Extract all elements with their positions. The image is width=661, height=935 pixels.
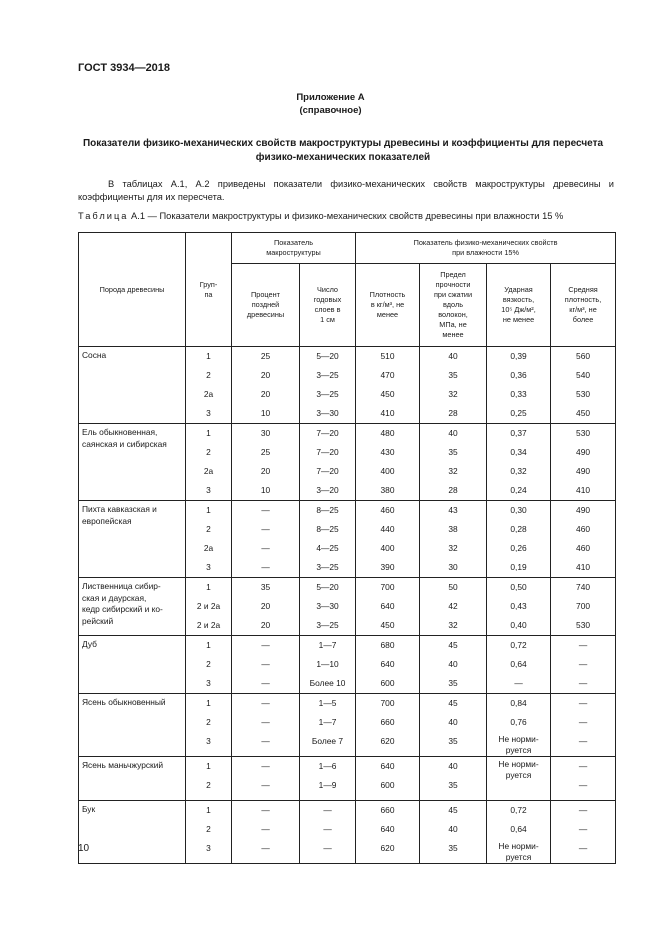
header-species: Порода древесины bbox=[79, 233, 186, 347]
cell-line: 20 bbox=[260, 620, 271, 630]
cell-rings bbox=[300, 578, 356, 636]
cell-line: 30 bbox=[260, 428, 271, 438]
cell-line: 45 bbox=[448, 805, 458, 815]
cell-line: — bbox=[261, 761, 270, 771]
cell-group bbox=[186, 801, 232, 864]
cell-line: Более 7 bbox=[311, 736, 344, 746]
cell-line: 2 bbox=[206, 447, 211, 457]
cell-species bbox=[79, 347, 186, 424]
cell-rings bbox=[300, 424, 356, 501]
species-name: Бук bbox=[82, 804, 96, 814]
cell-line: 3 bbox=[206, 562, 211, 572]
cell-rings bbox=[300, 636, 356, 694]
cell-line: 4—25 bbox=[316, 543, 339, 553]
cell-line: 2 bbox=[206, 824, 211, 834]
cell-group bbox=[186, 501, 232, 578]
cell-line: — bbox=[323, 824, 332, 834]
cell-line: 3—25 bbox=[316, 620, 339, 630]
cell-line: 35 bbox=[448, 736, 458, 746]
cell-density bbox=[356, 757, 420, 801]
cell-line: 1 bbox=[206, 428, 211, 438]
cell-line: 35 bbox=[260, 582, 271, 592]
cell-impact bbox=[487, 578, 551, 636]
cell-line: 660 bbox=[380, 717, 395, 727]
header-impact: Ударная вязкость, 10⁵ Дж/м², не менее bbox=[487, 264, 551, 347]
cell-line: 1 bbox=[206, 698, 211, 708]
table-row bbox=[79, 757, 616, 801]
cell-line: 3 bbox=[206, 843, 211, 853]
cell-avg-density bbox=[551, 636, 616, 694]
cell-line: 5—20 bbox=[316, 582, 339, 592]
cell-line: Не норми- руется bbox=[498, 734, 539, 755]
cell-line: — bbox=[323, 805, 332, 815]
cell-line: 460 bbox=[576, 543, 591, 553]
cell-late-wood bbox=[232, 636, 300, 694]
cell-line: — bbox=[261, 843, 270, 853]
cell-line: 0,43 bbox=[510, 601, 527, 611]
cell-late-wood bbox=[232, 757, 300, 801]
cell-line: 0,30 bbox=[510, 505, 527, 515]
cell-late-wood bbox=[232, 578, 300, 636]
cell-line: 0,34 bbox=[510, 447, 527, 457]
cell-line: 0,33 bbox=[510, 389, 527, 399]
cell-line: — bbox=[578, 780, 588, 790]
cell-line: 0,28 bbox=[510, 524, 527, 534]
cell-line: 460 bbox=[576, 524, 591, 534]
cell-line: 0,25 bbox=[510, 408, 527, 418]
cell-line: 1—10 bbox=[316, 659, 339, 669]
cell-line: 490 bbox=[576, 505, 591, 515]
table-row bbox=[79, 636, 616, 694]
species-name: Ясень маньчжурский bbox=[82, 760, 164, 770]
cell-impact bbox=[487, 636, 551, 694]
cell-line: — bbox=[261, 736, 270, 746]
cell-line: 740 bbox=[576, 582, 591, 592]
cell-line: 490 bbox=[576, 447, 591, 457]
cell-line: 3—30 bbox=[316, 408, 339, 418]
cell-line: 35 bbox=[448, 843, 458, 853]
cell-compression bbox=[420, 578, 487, 636]
cell-line: 20 bbox=[260, 389, 271, 399]
cell-line: — bbox=[261, 805, 270, 815]
cell-line: — bbox=[261, 678, 270, 688]
cell-group bbox=[186, 757, 232, 801]
cell-group bbox=[186, 424, 232, 501]
cell-line: 410 bbox=[380, 408, 395, 418]
section-heading: Показатели физико-механических свойств макроструктуры древесины и коэффициенты для пересчета физико-механических показателей bbox=[82, 138, 604, 163]
cell-line: 32 bbox=[448, 466, 458, 476]
cell-line: 35 bbox=[448, 780, 458, 790]
appendix-title: Приложение А bbox=[296, 92, 365, 103]
table-row bbox=[79, 501, 616, 578]
cell-line: — bbox=[261, 640, 270, 650]
cell-rings bbox=[300, 694, 356, 757]
cell-line: — bbox=[261, 717, 270, 727]
cell-avg-density bbox=[551, 347, 616, 424]
cell-species bbox=[79, 694, 186, 757]
cell-line: 40 bbox=[448, 351, 458, 361]
species-name: Дуб bbox=[82, 639, 97, 649]
cell-line: — bbox=[261, 524, 270, 534]
cell-line: 2а bbox=[203, 466, 214, 476]
cell-line: 530 bbox=[576, 389, 591, 399]
table-row bbox=[79, 694, 616, 757]
cell-line: 3—30 bbox=[316, 601, 339, 611]
cell-line: Не норми- руется bbox=[498, 759, 539, 780]
cell-compression bbox=[420, 424, 487, 501]
cell-line: 0,76 bbox=[510, 717, 527, 727]
cell-line: 45 bbox=[448, 698, 458, 708]
header-physical-properties: Показатель физико-механических свойств при влажности 15% bbox=[356, 233, 616, 264]
cell-line: 700 bbox=[380, 698, 395, 708]
cell-line: 2 bbox=[206, 717, 211, 727]
cell-density bbox=[356, 347, 420, 424]
cell-rings bbox=[300, 347, 356, 424]
cell-line: 3—25 bbox=[316, 389, 339, 399]
cell-line: 480 bbox=[380, 428, 395, 438]
cell-line: 3—25 bbox=[316, 562, 339, 572]
cell-line: 510 bbox=[380, 351, 395, 361]
cell-line: 0,64 bbox=[510, 824, 527, 834]
cell-compression bbox=[420, 347, 487, 424]
cell-line: 7—20 bbox=[316, 466, 339, 476]
cell-line: 3—20 bbox=[316, 485, 339, 495]
cell-avg-density bbox=[551, 501, 616, 578]
cell-line: 2 bbox=[206, 524, 211, 534]
cell-line: 30 bbox=[448, 562, 458, 572]
table-row bbox=[79, 801, 616, 864]
cell-impact bbox=[487, 424, 551, 501]
cell-line: 2 и 2а bbox=[196, 601, 221, 611]
cell-line: — bbox=[578, 736, 588, 746]
cell-line: 2а bbox=[203, 543, 214, 553]
cell-line: 20 bbox=[260, 370, 271, 380]
cell-line: — bbox=[578, 843, 588, 853]
cell-line: 1 bbox=[206, 351, 211, 361]
properties-table bbox=[78, 232, 616, 864]
cell-line: 410 bbox=[576, 485, 591, 495]
cell-line: 3—25 bbox=[316, 370, 339, 380]
cell-line: — bbox=[578, 698, 588, 708]
cell-line: 430 bbox=[380, 447, 395, 457]
cell-line: 40 bbox=[448, 761, 458, 771]
cell-line: 620 bbox=[380, 843, 395, 853]
cell-group bbox=[186, 694, 232, 757]
cell-line: 540 bbox=[576, 370, 591, 380]
appendix-subtitle: (справочное) bbox=[299, 105, 362, 116]
cell-line: 38 bbox=[448, 524, 458, 534]
cell-impact bbox=[487, 694, 551, 757]
table-body bbox=[79, 347, 616, 864]
cell-compression bbox=[420, 501, 487, 578]
cell-line: 380 bbox=[380, 485, 395, 495]
cell-line: — bbox=[578, 659, 588, 669]
cell-line: 400 bbox=[380, 543, 395, 553]
cell-line: 0,39 bbox=[510, 351, 527, 361]
cell-line: 530 bbox=[576, 428, 591, 438]
table-caption-word: Таблица bbox=[78, 211, 129, 221]
cell-impact bbox=[487, 757, 551, 801]
cell-line: 0,19 bbox=[510, 562, 527, 572]
cell-line: — bbox=[578, 717, 588, 727]
cell-line: 32 bbox=[448, 620, 458, 630]
cell-line: 25 bbox=[260, 447, 271, 457]
cell-line: 0,37 bbox=[510, 428, 527, 438]
cell-line: 8—25 bbox=[316, 524, 339, 534]
page-number: 10 bbox=[78, 843, 90, 854]
cell-line: 3 bbox=[206, 678, 211, 688]
cell-line: — bbox=[261, 698, 270, 708]
cell-line bbox=[490, 781, 547, 800]
cell-line: 560 bbox=[576, 351, 591, 361]
cell-line: 1 bbox=[206, 505, 211, 515]
cell-impact bbox=[487, 801, 551, 864]
cell-line: — bbox=[578, 678, 588, 688]
cell-line: 3 bbox=[206, 408, 211, 418]
cell-line: 3 bbox=[206, 736, 211, 746]
cell-line: 2 bbox=[206, 370, 211, 380]
cell-line: 25 bbox=[260, 351, 271, 361]
cell-line: 28 bbox=[448, 408, 458, 418]
cell-line: 43 bbox=[448, 505, 458, 515]
header-compression: Предел прочности при сжатии вдоль волокон, МПа, не менее bbox=[420, 264, 487, 347]
cell-line: 400 bbox=[380, 466, 395, 476]
header-late-wood: Процент поздней древесины bbox=[232, 264, 300, 347]
cell-line: 1 bbox=[206, 761, 211, 771]
cell-line: 2 bbox=[206, 659, 211, 669]
cell-line: — bbox=[261, 659, 270, 669]
cell-line: 600 bbox=[380, 678, 395, 688]
cell-line: 0,40 bbox=[510, 620, 527, 630]
cell-density bbox=[356, 694, 420, 757]
cell-line: 32 bbox=[448, 543, 458, 553]
cell-group bbox=[186, 636, 232, 694]
cell-line: 390 bbox=[380, 562, 395, 572]
cell-line: 35 bbox=[448, 370, 458, 380]
table-caption-text: А.1 — Показатели макроструктуры и физико-механических свойств древесины при влажности 15 % bbox=[131, 211, 564, 221]
cell-line: 0,50 bbox=[510, 582, 527, 592]
cell-species bbox=[79, 757, 186, 801]
species-name: Сосна bbox=[82, 350, 107, 360]
cell-line: 5—20 bbox=[316, 351, 339, 361]
cell-line: 640 bbox=[380, 761, 395, 771]
species-name: Ель обыкновенная, саянская и сибирская bbox=[82, 427, 167, 449]
cell-avg-density bbox=[551, 424, 616, 501]
cell-line: 530 bbox=[576, 620, 591, 630]
cell-density bbox=[356, 578, 420, 636]
cell-avg-density bbox=[551, 757, 616, 801]
cell-line: 42 bbox=[448, 601, 458, 611]
cell-line: 440 bbox=[380, 524, 395, 534]
header-avg-density: Средняя плотность, кг/м³, не более bbox=[551, 264, 616, 347]
cell-line: 700 bbox=[380, 582, 395, 592]
header-macrostructure: Показатель макроструктуры bbox=[232, 233, 356, 264]
table-row bbox=[79, 578, 616, 636]
cell-line: 50 bbox=[448, 582, 458, 592]
cell-line: 490 bbox=[576, 466, 591, 476]
cell-line: 0,26 bbox=[510, 543, 527, 553]
cell-line: 660 bbox=[380, 805, 395, 815]
cell-line: 3 bbox=[206, 485, 211, 495]
cell-line: 640 bbox=[380, 824, 395, 834]
cell-line: 2 и 2а bbox=[196, 620, 221, 630]
cell-line: 620 bbox=[380, 736, 395, 746]
cell-rings bbox=[300, 501, 356, 578]
cell-species bbox=[79, 801, 186, 864]
cell-line: — bbox=[514, 678, 523, 688]
cell-line: 450 bbox=[380, 389, 395, 399]
cell-line: 0,24 bbox=[510, 485, 527, 495]
cell-line: 10 bbox=[260, 408, 271, 418]
cell-line: 1 bbox=[206, 640, 211, 650]
cell-line: 1 bbox=[206, 805, 211, 815]
cell-line: 640 bbox=[380, 659, 395, 669]
cell-late-wood bbox=[232, 694, 300, 757]
cell-line: — bbox=[261, 824, 270, 834]
cell-line: 1—9 bbox=[318, 780, 337, 790]
cell-line: 1 bbox=[206, 582, 211, 592]
cell-line: — bbox=[578, 805, 588, 815]
cell-species bbox=[79, 501, 186, 578]
table-row bbox=[79, 347, 616, 424]
cell-line: 0,84 bbox=[510, 698, 527, 708]
cell-rings bbox=[300, 801, 356, 864]
cell-line: 410 bbox=[576, 562, 591, 572]
cell-line: Более 10 bbox=[309, 678, 346, 688]
cell-line: 20 bbox=[260, 601, 271, 611]
cell-line: — bbox=[261, 780, 270, 790]
cell-line: 460 bbox=[380, 505, 395, 515]
cell-line: 20 bbox=[260, 466, 271, 476]
cell-avg-density bbox=[551, 694, 616, 757]
header-group: Груп- па bbox=[186, 233, 232, 347]
cell-line: 1—6 bbox=[318, 761, 337, 771]
cell-line: 10 bbox=[260, 485, 271, 495]
species-name: Пихта кавказская и европейская bbox=[82, 504, 157, 526]
cell-species bbox=[79, 424, 186, 501]
cell-compression bbox=[420, 801, 487, 864]
cell-line: 0,72 bbox=[510, 805, 527, 815]
cell-compression bbox=[420, 694, 487, 757]
cell-line: 32 bbox=[448, 389, 458, 399]
cell-line: 470 bbox=[380, 370, 395, 380]
cell-line: 0,36 bbox=[510, 370, 527, 380]
cell-line: — bbox=[578, 640, 588, 650]
cell-density bbox=[356, 501, 420, 578]
cell-line: 8—25 bbox=[316, 505, 339, 515]
cell-density bbox=[356, 801, 420, 864]
cell-line: 40 bbox=[448, 824, 458, 834]
cell-line: 2 bbox=[206, 780, 211, 790]
cell-line: 35 bbox=[448, 447, 458, 457]
cell-impact bbox=[487, 347, 551, 424]
cell-late-wood bbox=[232, 801, 300, 864]
cell-late-wood bbox=[232, 424, 300, 501]
cell-avg-density bbox=[551, 578, 616, 636]
cell-compression bbox=[420, 757, 487, 801]
cell-line: — bbox=[323, 843, 332, 853]
cell-line: 0,32 bbox=[510, 466, 527, 476]
cell-density bbox=[356, 424, 420, 501]
cell-line: 450 bbox=[576, 408, 591, 418]
cell-species bbox=[79, 636, 186, 694]
cell-line: 0,72 bbox=[510, 640, 527, 650]
cell-line: 40 bbox=[448, 428, 458, 438]
cell-group bbox=[186, 347, 232, 424]
cell-line: 40 bbox=[448, 717, 458, 727]
header-rings: Число годовых слоев в 1 см bbox=[300, 264, 356, 347]
cell-line: 7—20 bbox=[316, 447, 339, 457]
cell-line: — bbox=[261, 562, 270, 572]
cell-rings bbox=[300, 757, 356, 801]
cell-line: 700 bbox=[576, 601, 591, 611]
standard-code: ГОСТ 3934—2018 bbox=[78, 62, 171, 74]
species-name: Лиственница сибир- ская и даурская, кедр сибирский и ко- рейский bbox=[82, 581, 163, 626]
cell-avg-density bbox=[551, 801, 616, 864]
cell-late-wood bbox=[232, 347, 300, 424]
cell-impact bbox=[487, 501, 551, 578]
cell-line: 1—5 bbox=[318, 698, 337, 708]
cell-line: 640 bbox=[380, 601, 395, 611]
cell-line: 7—20 bbox=[316, 428, 339, 438]
table-caption bbox=[78, 211, 563, 221]
cell-line: 35 bbox=[448, 678, 458, 688]
cell-line: Не норми- руется bbox=[498, 841, 539, 862]
cell-line: 1—7 bbox=[318, 640, 337, 650]
cell-line: — bbox=[261, 543, 270, 553]
cell-line: 450 bbox=[380, 620, 395, 630]
intro-paragraph: В таблицах А.1, А.2 приведены показатели физико-механических свойств макроструктуры древесины и коэффициенты для их пересчета. bbox=[78, 179, 614, 202]
table-row bbox=[79, 424, 616, 501]
header-density: Плотность в кг/м³, не менее bbox=[356, 264, 420, 347]
cell-line: 2а bbox=[203, 389, 214, 399]
cell-line: 0,64 bbox=[510, 659, 527, 669]
cell-line: 680 bbox=[380, 640, 395, 650]
cell-line: 600 bbox=[380, 780, 395, 790]
cell-line: 1—7 bbox=[318, 717, 337, 727]
cell-compression bbox=[420, 636, 487, 694]
cell-species bbox=[79, 578, 186, 636]
cell-line: 45 bbox=[448, 640, 458, 650]
cell-line: 40 bbox=[448, 659, 458, 669]
cell-line: — bbox=[261, 505, 270, 515]
cell-late-wood bbox=[232, 501, 300, 578]
cell-group bbox=[186, 578, 232, 636]
cell-line: — bbox=[578, 761, 588, 771]
species-name: Ясень обыкновенный bbox=[82, 697, 166, 707]
cell-line: 28 bbox=[448, 485, 458, 495]
cell-density bbox=[356, 636, 420, 694]
cell-line: — bbox=[578, 824, 588, 834]
